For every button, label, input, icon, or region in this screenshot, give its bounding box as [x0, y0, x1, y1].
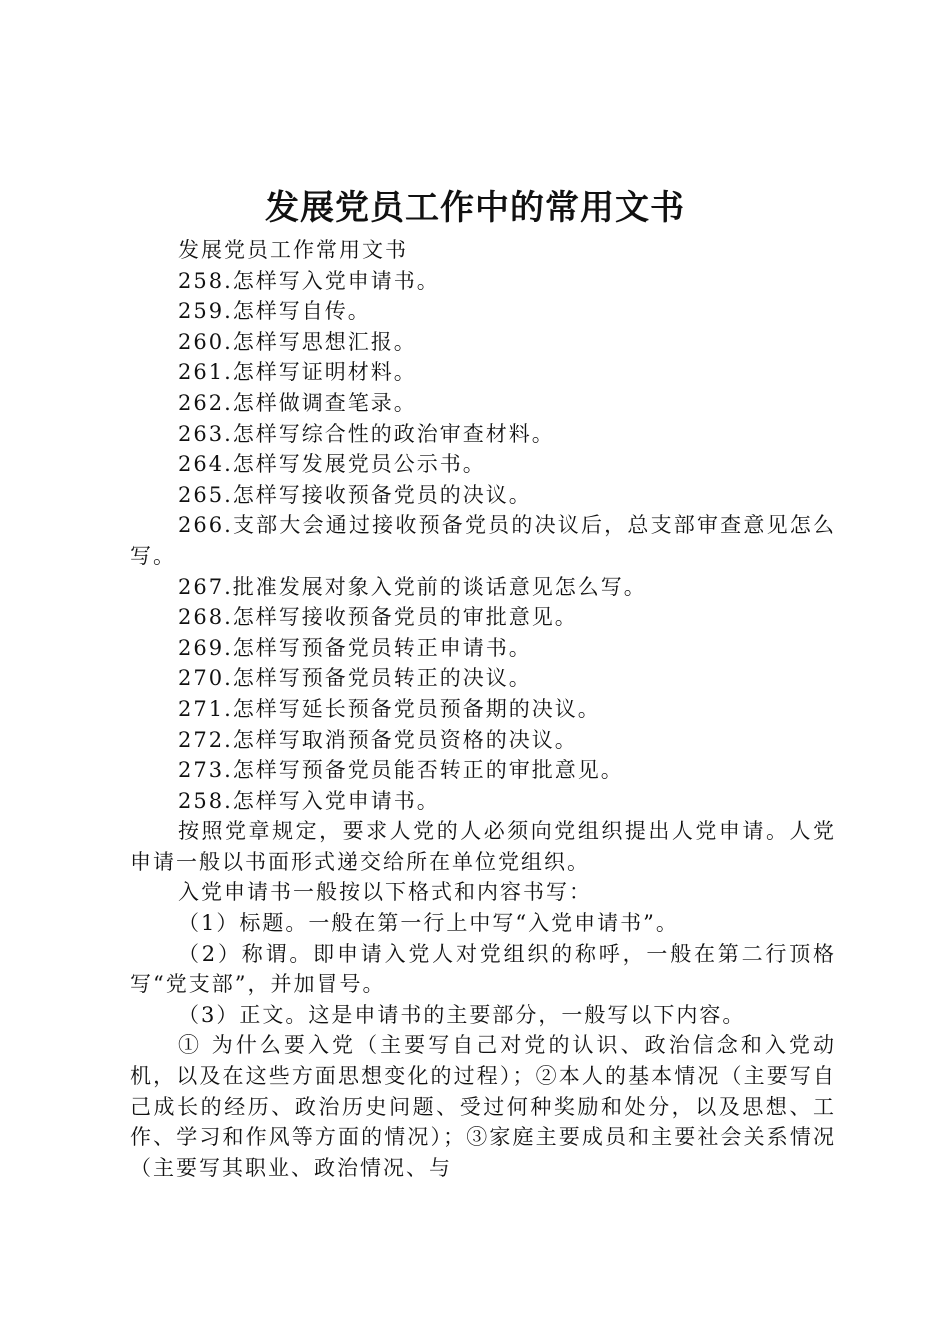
paragraph: （3）正文。这是申请书的主要部分，一般写以下内容。 — [178, 1002, 746, 1027]
paragraph: （1）标题。一般在第一行上中写“入党申请书”。 — [178, 911, 679, 936]
paragraph: 265.怎样写接收预备党员的决议。 — [178, 482, 532, 507]
paragraph: 261.怎样写证明材料。 — [178, 360, 417, 385]
paragraph: 258.怎样写入党申请书。 — [178, 788, 440, 813]
paragraph: 271.怎样写延长预备党员预备期的决议。 — [178, 696, 601, 721]
paragraph: 入党申请书一般按以下格式和内容书写： — [178, 880, 592, 905]
paragraph: 263.怎样写综合性的政治审查材料。 — [178, 421, 555, 446]
paragraph: 发展党员工作常用文书 — [178, 238, 408, 262]
paragraph: 269.怎样写预备党员转正申请书。 — [178, 635, 532, 660]
paragraph: 273.怎样写预备党员能否转正的审批意见。 — [178, 758, 624, 783]
document-title: 发展党员工作中的常用文书 — [265, 188, 685, 228]
paragraph: 267.批准发展对象入党前的谈话意见怎么写。 — [178, 574, 647, 599]
paragraph: 260.怎样写思想汇报。 — [178, 329, 417, 354]
paragraph: ① 为什么要入党（主要写自己对党的认识、政治信念和入党动机，以及在这些方面思想变化的过程）；②本人的基本情况（主要写自己成长的经历、政治历史问题、受过何种奖励和处分，以及思想、工作、学习和作风等方面的情况）；③家庭主要成员和主要社会关系情况（主要写其职业、政治情况、与 — [130, 1033, 836, 1180]
paragraph: 264.怎样写发展党员公示书。 — [178, 452, 486, 477]
paragraph: 按照党章规定，要求人党的人必须向党组织提出人党申请。人党申请一般以书面形式递交给所在单位党组织。 — [130, 819, 836, 874]
paragraph: 268.怎样写接收预备党员的审批意见。 — [178, 605, 578, 630]
paragraph: 262.怎样做调查笔录。 — [178, 390, 417, 415]
paragraph: 266.支部大会通过接收预备党员的决议后，总支部审查意见怎么写。 — [130, 513, 836, 568]
paragraph: 259.怎样写自传。 — [178, 299, 371, 324]
document-body — [130, 235, 836, 1183]
paragraph: 270.怎样写预备党员转正的决议。 — [178, 666, 532, 691]
paragraph: （2）称谓。即申请入党人对党组织的称呼，一般在第二行顶格写“党支部”，并加冒号。 — [130, 941, 836, 997]
paragraph: 272.怎样写取消预备党员资格的决议。 — [178, 727, 578, 752]
paragraph: 258.怎样写入党申请书。 — [178, 268, 440, 293]
